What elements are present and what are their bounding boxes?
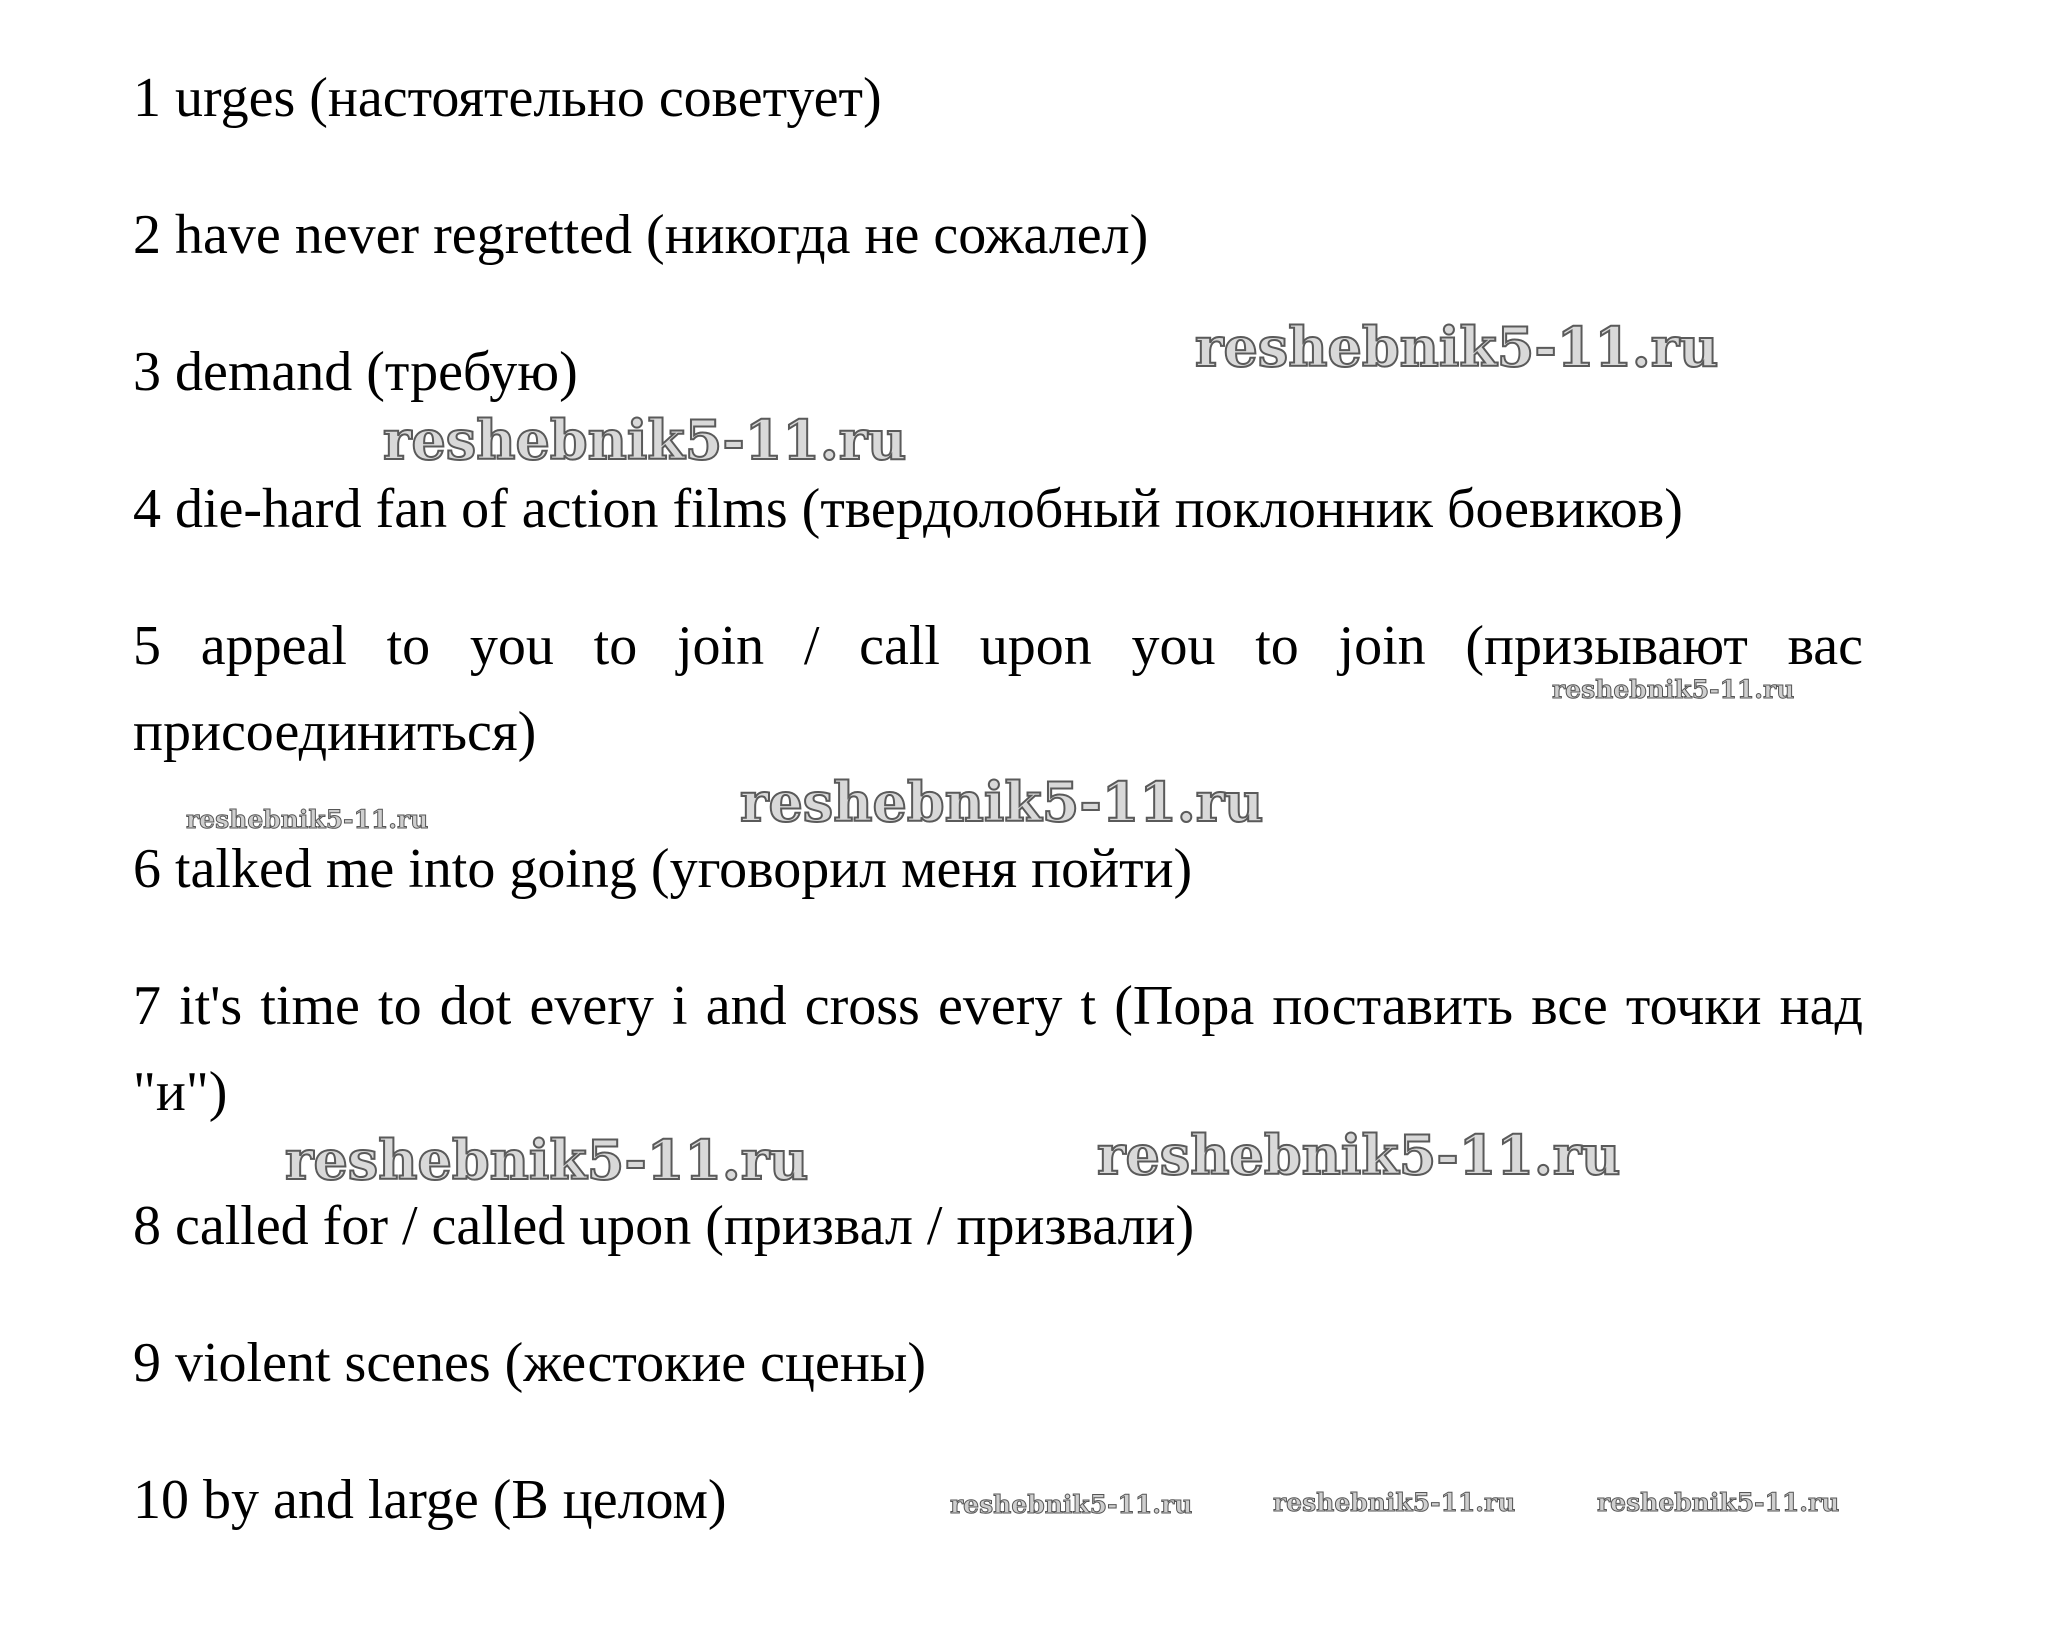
answer-1: 1 urges (настоятельно советует) [133,67,882,129]
watermark: reshebnik5-11.ru [1273,1488,1516,1517]
watermark: reshebnik5-11.ru [950,1490,1193,1519]
answer-5: 5 appeal to you to join / call upon you to join (призывают вас присоединиться) [133,615,1863,763]
watermark: reshebnik5-11.ru [383,408,907,472]
answer-9: 9 violent scenes (жестокие сцены) [133,1332,927,1394]
answer-3: 3 demand (требую) [133,341,578,403]
watermark: reshebnik5-11.ru [285,1128,809,1192]
watermark: reshebnik5-11.ru [1552,675,1795,704]
answer-7: 7 it's time to dot every i and cross every t (Пора поставить все точки над "и") [133,975,1863,1123]
answer-6: 6 talked me into going (уговорил меня пойти) [133,838,1193,900]
answer-8: 8 called for / called upon (призвал / призвали) [133,1195,1195,1257]
watermark: reshebnik5-11.ru [186,805,429,834]
answer-10: 10 by and large (В целом) [133,1469,727,1531]
answer-4: 4 die-hard fan of action films (твердолобный поклонник боевиков) [133,478,1683,540]
watermark: reshebnik5-11.ru [1097,1123,1621,1187]
watermark: reshebnik5-11.ru [740,770,1264,834]
watermark: reshebnik5-11.ru [1597,1488,1840,1517]
answer-2: 2 have never regretted (никогда не сожалел) [133,204,1149,266]
watermark: reshebnik5-11.ru [1195,315,1719,379]
